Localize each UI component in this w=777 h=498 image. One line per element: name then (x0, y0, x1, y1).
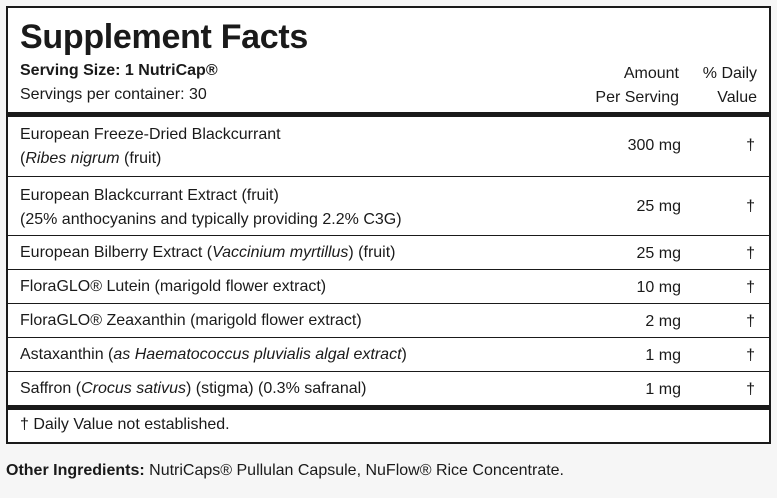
dv-header-line1: % Daily (702, 65, 757, 82)
ingredient-amount: 25 mg (636, 198, 681, 215)
daily-value-footnote: † Daily Value not established. (20, 416, 230, 433)
ingredient-latin-name: Vaccinium myrtillus (212, 244, 349, 261)
ingredient-line1: European Freeze-Dried Blackcurrant (20, 126, 281, 143)
table-row (8, 304, 769, 338)
ingredient-amount: 1 mg (645, 347, 681, 364)
dagger-icon: † (746, 137, 755, 154)
ingredient-amount: 25 mg (636, 245, 681, 262)
header-rule (8, 112, 769, 117)
row-divider (8, 176, 769, 177)
ingredient-latin-name: as Haematococcus pluvialis algal extract (113, 346, 402, 363)
amount-per-serving-header (559, 62, 679, 110)
ingredient-amount: 10 mg (636, 279, 681, 296)
ingredient-line1: European Blackcurrant Extract (fruit) (20, 187, 279, 204)
ingredient-name (20, 343, 407, 367)
table-row (8, 119, 769, 175)
footer-rule (8, 405, 769, 410)
ingredient-name: FloraGLO® Zeaxanthin (marigold flower extract) (20, 312, 362, 329)
ingredient-text: ) (stigma) (0.3% safranal) (186, 380, 367, 397)
dagger-icon: † (746, 313, 755, 330)
table-row (8, 236, 769, 270)
ingredient-text: Astaxanthin ( (20, 346, 114, 363)
table-row (8, 338, 769, 372)
ingredient-name (20, 123, 281, 171)
ingredient-latin-name: Ribes nigrum (25, 150, 120, 167)
dagger-icon: † (746, 279, 755, 296)
dagger-icon: † (746, 381, 755, 398)
daily-value-header (677, 62, 757, 110)
ingredient-name (20, 184, 402, 232)
ingredient-line2: (25% anthocyanins and typically providing 2.2% C3G) (20, 211, 402, 228)
serving-size: Serving Size: 1 NutriCap® (20, 62, 218, 79)
ingredient-text: ) (fruit) (348, 244, 396, 261)
table-row (8, 270, 769, 304)
other-ingredients-text: NutriCaps® Pullulan Capsule, NuFlow® Rice Concentrate. (144, 462, 564, 479)
ingredient-text: Saffron ( (20, 380, 82, 397)
ingredient-part: (fruit) (119, 150, 162, 167)
dagger-icon: † (746, 198, 755, 215)
servings-per-container: Servings per container: 30 (20, 86, 207, 103)
ingredient-name (20, 241, 396, 265)
dagger-icon: † (746, 245, 755, 262)
ingredient-line2 (20, 147, 281, 171)
ingredient-amount: 2 mg (645, 313, 681, 330)
other-ingredients (6, 462, 564, 480)
supplement-facts-panel (6, 6, 771, 444)
ingredient-latin-name: Crocus sativus (81, 380, 186, 397)
ingredient-name (20, 377, 367, 401)
ingredient-text: European Bilberry Extract ( (20, 244, 213, 261)
paren-open: ( (20, 150, 26, 167)
other-ingredients-label: Other Ingredients: (6, 462, 145, 479)
dagger-icon: † (746, 347, 755, 364)
ingredient-amount: 300 mg (627, 137, 681, 154)
ingredient-name: FloraGLO® Lutein (marigold flower extract) (20, 278, 327, 295)
ingredient-text: ) (401, 346, 407, 363)
amount-header-line2: Per Serving (595, 89, 679, 106)
table-row (8, 178, 769, 236)
amount-header-line1: Amount (623, 65, 679, 82)
ingredient-amount: 1 mg (645, 381, 681, 398)
table-row (8, 372, 769, 406)
panel-title: Supplement Facts (20, 18, 309, 56)
dv-header-line2: Value (717, 89, 757, 106)
